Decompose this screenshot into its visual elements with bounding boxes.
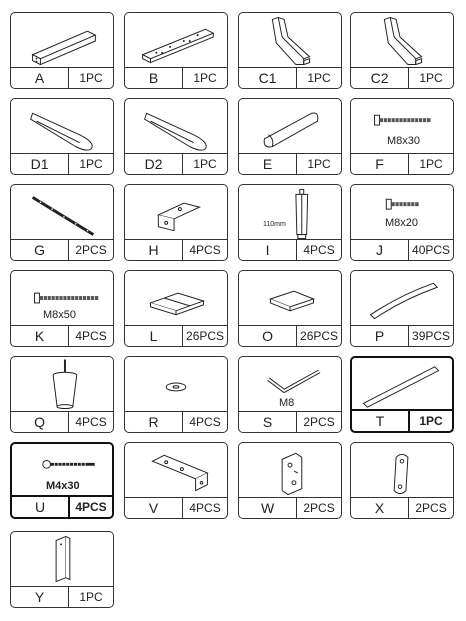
washer-icon [125, 357, 227, 414]
part-card-s [238, 356, 342, 433]
part-card-c1 [238, 12, 342, 89]
part-label: C1 [239, 68, 297, 88]
part-label: D2 [125, 154, 183, 174]
part-quantity: 1PC [419, 71, 443, 85]
bolt-icon [351, 185, 453, 242]
connector-plate-icon [351, 443, 453, 500]
part-spec: M8x30 [387, 135, 421, 147]
part-spec: M8x20 [385, 217, 419, 229]
part-quantity: 26PCS [186, 329, 225, 343]
screw-icon [12, 444, 112, 501]
part-spec: M4x30 [46, 480, 80, 492]
part-label: U [12, 497, 70, 517]
part-spec: M8 [279, 397, 295, 409]
part-card-k [10, 270, 114, 347]
part-label: E [239, 154, 297, 174]
part-quantity: 1PC [307, 157, 331, 171]
part-card-f [350, 98, 454, 175]
part-card-o [238, 270, 342, 347]
part-card-t [350, 356, 454, 433]
part-label: P [351, 326, 409, 346]
part-label: G [11, 240, 69, 260]
part-card-b [124, 12, 228, 89]
part-label: I [239, 240, 297, 260]
part-label: R [125, 412, 183, 432]
part-quantity: 4PCS [189, 415, 221, 429]
angle-bracket-icon [125, 185, 227, 242]
part-card-d2 [124, 98, 228, 175]
part-quantity: 4PCS [189, 243, 221, 257]
part-quantity: 1PC [419, 157, 443, 171]
part-quantity: 1PC [79, 590, 103, 604]
part-label: H [125, 240, 183, 260]
part-label: C2 [351, 68, 409, 88]
part-label: Q [11, 412, 69, 432]
part-quantity: 4PCS [75, 415, 107, 429]
hook-plate-icon [239, 443, 341, 500]
part-quantity: 2PCS [303, 415, 335, 429]
furniture-foot-icon [11, 357, 113, 414]
rail-board-icon [125, 13, 227, 70]
part-card-j [350, 184, 454, 261]
part-quantity: 1PC [307, 71, 331, 85]
part-label: Y [11, 587, 69, 607]
part-card-h [124, 184, 228, 261]
part-label: L [125, 326, 183, 346]
part-card-e [238, 98, 342, 175]
part-label: X [351, 498, 409, 518]
part-label: J [351, 240, 409, 260]
metal-bar-icon [11, 185, 113, 242]
part-quantity: 1PC [419, 414, 443, 428]
part-label: D1 [11, 154, 69, 174]
part-quantity: 4PCS [75, 500, 107, 514]
rounded-board-icon [239, 99, 341, 156]
angle-bracket-icon [125, 443, 227, 500]
part-label: S [239, 412, 297, 432]
part-card-i [238, 184, 342, 261]
part-quantity: 1PC [193, 71, 217, 85]
part-quantity: 1PC [193, 157, 217, 171]
part-spec: M8x50 [43, 309, 77, 321]
part-card-y [10, 531, 114, 608]
part-card-v [124, 442, 228, 519]
part-card-x [350, 442, 454, 519]
part-card-w [238, 442, 342, 519]
part-card-g [10, 184, 114, 261]
part-spec: 110mm [263, 221, 286, 228]
part-card-q [10, 356, 114, 433]
part-label: K [11, 326, 69, 346]
bolt-icon [351, 99, 453, 156]
part-card-u [10, 442, 114, 519]
part-label: A [11, 68, 69, 88]
part-quantity: 39PCS [412, 329, 451, 343]
part-quantity: 1PC [79, 157, 103, 171]
part-card-c2 [350, 12, 454, 89]
part-label: O [239, 326, 297, 346]
part-quantity: 1PC [79, 71, 103, 85]
curved-rail-icon [11, 99, 113, 156]
leg-bracket-icon [239, 13, 341, 70]
leg-bracket-icon [351, 13, 453, 70]
part-card-l [124, 270, 228, 347]
part-quantity: 40PCS [412, 243, 451, 257]
bracket-icon [11, 532, 113, 589]
curved-rail-icon [125, 99, 227, 156]
part-quantity: 4PCS [189, 501, 221, 515]
part-card-a [10, 12, 114, 89]
part-label: T [352, 411, 410, 431]
part-card-r [124, 356, 228, 433]
part-quantity: 2PCS [75, 243, 107, 257]
part-quantity: 26PCS [300, 329, 339, 343]
part-quantity: 4PCS [75, 329, 107, 343]
part-quantity: 2PCS [303, 501, 335, 515]
part-card-p [350, 270, 454, 347]
part-label: V [125, 498, 183, 518]
folded-pad-icon [125, 271, 227, 328]
part-label: W [239, 498, 297, 518]
part-label: B [125, 68, 183, 88]
strip-icon [352, 358, 452, 415]
wood-board-icon [11, 13, 113, 70]
support-leg-icon [239, 185, 341, 242]
part-card-d1 [10, 98, 114, 175]
pad-icon [239, 271, 341, 328]
part-quantity: 2PCS [415, 501, 447, 515]
part-label: F [351, 154, 409, 174]
slat-icon [351, 271, 453, 328]
part-quantity: 4PCS [303, 243, 335, 257]
